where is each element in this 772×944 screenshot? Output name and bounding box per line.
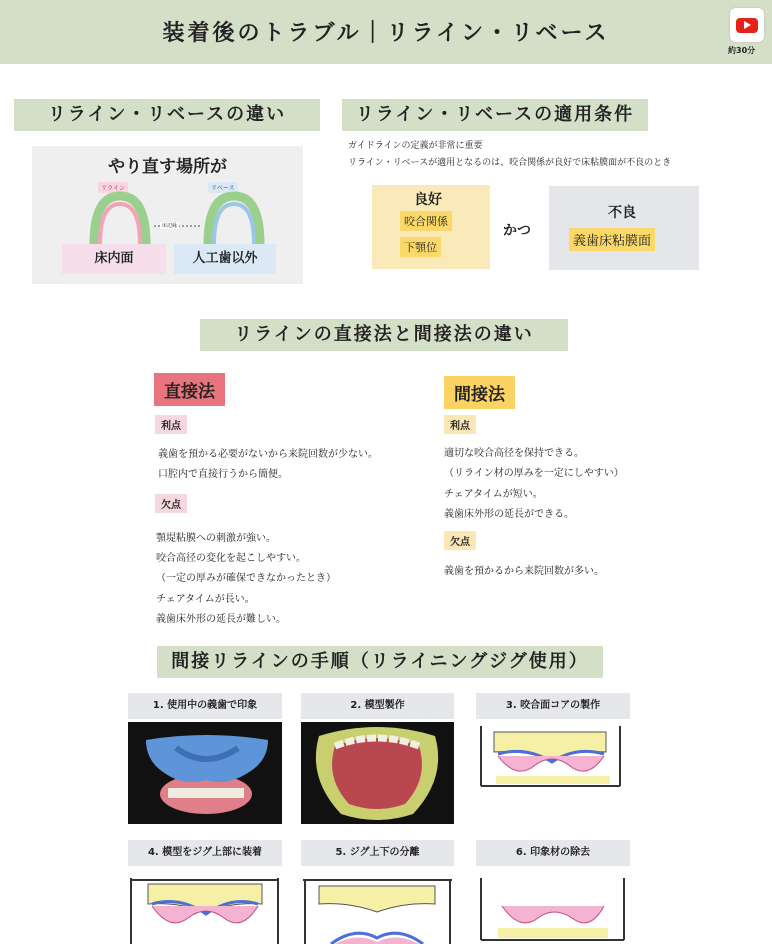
direct-demerit-line: （一定の厚みが確保できなかったとき） [156,573,336,584]
direct-method-title: 直接法 [154,373,225,406]
tag-rebase: リベース [208,182,238,193]
section-title-conditions: リライン・リベースの適用条件 [342,99,648,131]
jig-mount-icon [128,870,282,944]
direct-merit-line: 義歯を預かる必要がないから来院回数が少ない。 [158,449,378,460]
bad-item-mucosa: 義歯床粘膜面 [569,228,655,251]
section-title-procedure: 間接リラインの手順（リライニングジグ使用） [157,646,603,678]
indirect-merit-label: 利点 [444,415,476,434]
indirect-merit-line: 義歯床外形の延長ができる。 [444,509,574,520]
step-6-illustration [476,870,630,944]
step-4-illustration [128,870,282,944]
direct-demerit-line: 咬合高径の変化を起こしやすい。 [156,553,306,564]
duration-label: 約30分 [728,46,756,55]
step-2-photo [301,722,454,824]
header-bar [0,0,772,64]
note-condition: リライン・リベースが適用となるのは、咬合関係が良好で床粘膜面が不良のとき [348,158,672,168]
good-item-mandible: 下顎位 [400,237,441,257]
direct-demerit-label: 欠点 [155,494,187,513]
section-title-methods: リラインの直接法と間接法の違い [200,319,568,351]
step-3-illustration [476,722,630,794]
jig-separation-icon [301,870,454,944]
youtube-button[interactable] [730,8,764,42]
step-5-title: 5. ジグ上下の分離 [301,840,454,866]
note-guideline: ガイドラインの定義が非常に重要 [348,141,483,151]
occlusal-core-icon [476,722,630,794]
step-1-title: 1. 使用中の義歯で印象 [128,693,282,719]
step-6-title: 6. 印象材の除去 [476,840,630,866]
direct-demerit-line: チェアタイムが長い。 [156,594,255,605]
step-3-title: 3. 咬合面コアの製作 [476,693,630,719]
tag-middle: 床辺縁 [162,223,178,229]
direct-merit-line: 口腔内で直接行うから簡便。 [158,469,288,480]
step-4-title: 4. 模型をジグ上部に装着 [128,840,282,866]
section-title-difference: リライン・リベースの違い [14,99,320,131]
step-2-title: 2. 模型製作 [301,693,454,719]
step-1-photo [128,722,282,824]
direct-demerit-line: 顎堤粘膜への刺激が強い。 [156,533,276,544]
reline-rebase-diagram [32,146,303,284]
denture-arch-icons [82,190,282,246]
good-item-occlusion: 咬合関係 [400,211,452,231]
indirect-merit-line: 適切な咬合高径を保持できる。 [444,448,584,459]
step-5-illustration [301,870,454,944]
impression-photo-icon [128,722,282,824]
direct-merit-label: 利点 [155,415,187,434]
tag-reline: リライン [98,182,128,193]
condition-bad-box [549,186,699,270]
panel-title: やり直す場所が [108,157,227,177]
and-label: かつ [503,223,531,239]
indirect-merit-line: チェアタイムが短い。 [444,489,543,500]
box-inner-surface: 床内面 [62,244,166,274]
impression-removal-icon [476,870,630,944]
model-photo-icon [301,722,454,824]
condition-good-box [372,185,490,269]
indirect-merit-line: （リライン材の厚みを一定にしやすい） [444,468,624,479]
indirect-demerit-line: 義歯を預かるから来院回数が多い。 [444,566,604,577]
bad-heading: 不良 [608,205,636,221]
box-except-teeth: 人工歯以外 [174,244,276,274]
direct-demerit-line: 義歯床外形の延長が難しい。 [156,614,286,625]
youtube-icon [736,18,758,33]
good-heading: 良好 [414,192,442,208]
indirect-demerit-label: 欠点 [444,531,476,550]
indirect-method-title: 間接法 [444,376,515,409]
page-title: 装着後のトラブル｜リライン・リベース [162,21,610,46]
